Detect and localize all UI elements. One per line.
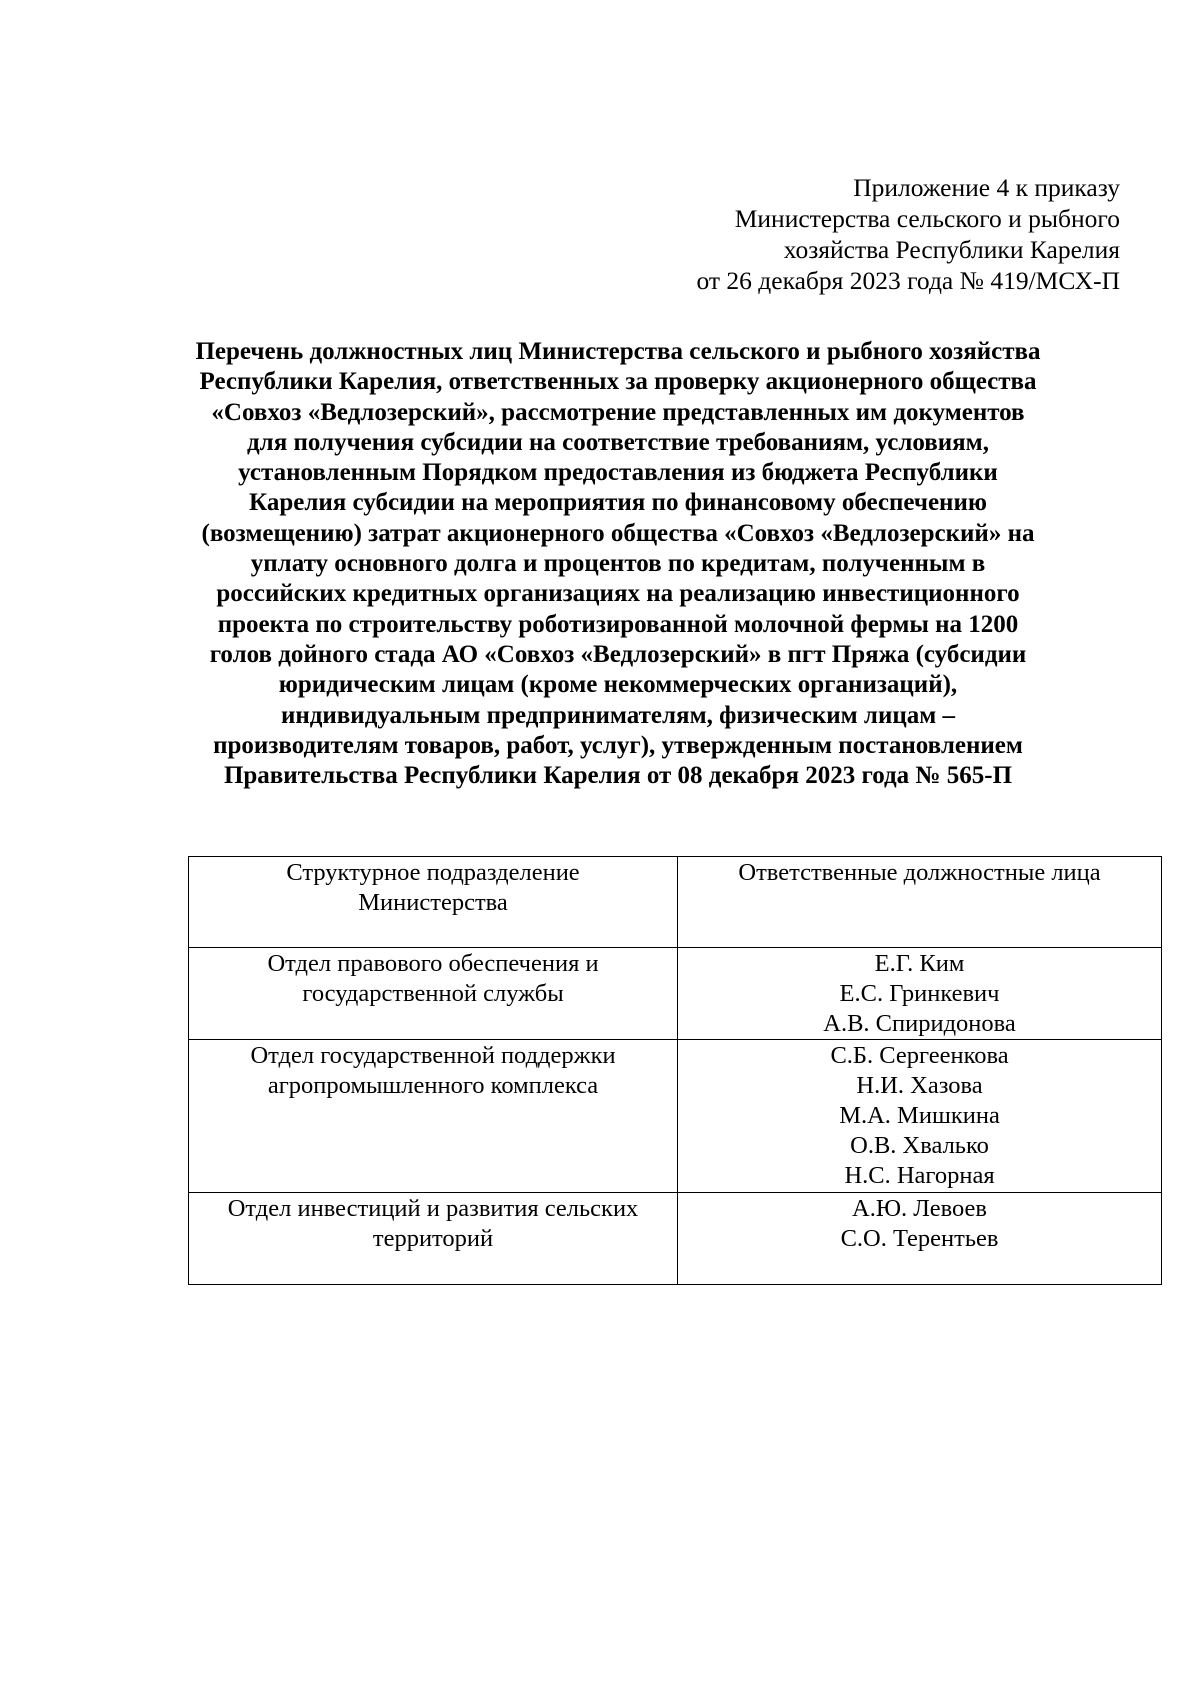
person-name: А.В. Спиридонова xyxy=(823,1010,1016,1037)
persons-cell xyxy=(678,948,1162,1040)
title-line: Республики Карелия, ответственных за проверку акционерного общества xyxy=(199,368,1037,396)
person-name: Е.Г. Ким xyxy=(874,950,965,977)
table-row xyxy=(189,1193,1162,1285)
appendix-line: от 26 декабря 2023 года № 419/МСХ-П xyxy=(696,266,1120,295)
person-name: С.О. Терентьев xyxy=(840,1225,999,1252)
header-persons-line: Ответственные должностные лица xyxy=(738,859,1101,886)
unit-line: Отдел государственной поддержки xyxy=(250,1042,616,1069)
person-name: С.Б. Сергеенкова xyxy=(830,1042,1009,1069)
unit-cell xyxy=(189,1040,678,1193)
person-name: Н.С. Нагорная xyxy=(844,1162,995,1189)
table-header-row xyxy=(189,857,1162,948)
title-line: установленным Порядком предоставления из бюджета Республики xyxy=(238,459,998,487)
title-line: голов дойного стада АО «Совхоз «Ведлозерский» в пгт Пряжа (субсидии xyxy=(209,640,1027,668)
appendix-line: Министерства сельского и рыбного xyxy=(734,204,1120,233)
person-name: Н.И. Хазова xyxy=(856,1072,983,1099)
header-unit-line: Структурное подразделение xyxy=(286,859,580,886)
unit-line: Отдел правового обеспечения и xyxy=(267,950,599,977)
title-line: Правительства Республики Карелия от 08 декабря 2023 года № 565-П xyxy=(223,762,1013,790)
unit-line: Отдел инвестиций и развития сельских xyxy=(227,1195,639,1222)
persons-cell xyxy=(678,1193,1162,1285)
title-line: проекта по строительству роботизированной молочной фермы на 1200 xyxy=(217,610,1019,638)
title-line: «Совхоз «Ведлозерский», рассмотрение представленных им документов xyxy=(211,398,1025,426)
header-cell-unit xyxy=(189,857,678,948)
appendix-line: Приложение 4 к приказу xyxy=(853,173,1120,202)
title-line: Перечень должностных лиц Министерства сельского и рыбного хозяйства xyxy=(195,338,1041,365)
header-cell-persons xyxy=(678,857,1162,948)
header-unit-line: Министерства xyxy=(358,889,508,916)
unit-line: государственной службы xyxy=(302,980,564,1007)
title-line: для получения субсидии на соответствие требованиям, условиям, xyxy=(247,428,989,456)
unit-cell xyxy=(189,1193,678,1285)
unit-line: территорий xyxy=(372,1225,494,1252)
document-title xyxy=(138,337,1098,791)
person-name: О.В. Хвалько xyxy=(850,1132,989,1159)
unit-line: агропромышленного комплекса xyxy=(267,1072,599,1099)
unit-cell xyxy=(189,948,678,1040)
title-line: производителям товаров, работ, услуг), утвержденным постановлением xyxy=(213,731,1023,759)
title-line: (возмещению) затрат акционерного общества «Совхоз «Ведлозерский» на xyxy=(201,519,1035,547)
person-name: М.А. Мишкина xyxy=(839,1102,1000,1129)
title-line: юридическим лицам (кроме некоммерческих организаций), xyxy=(278,671,958,699)
persons-cell xyxy=(678,1040,1162,1193)
responsible-officials-table xyxy=(188,856,1162,1285)
table-row xyxy=(189,1040,1162,1193)
title-line: уплату основного долга и процентов по кредитам, полученным в xyxy=(250,550,986,578)
appendix-line: хозяйства Республики Карелия xyxy=(783,235,1120,264)
person-name: А.Ю. Левоев xyxy=(852,1195,987,1222)
title-line: Карелия субсидии на мероприятия по финансовому обеспечению xyxy=(249,489,987,517)
title-line: индивидуальным предпринимателям, физическим лицам – xyxy=(280,701,956,729)
table-row xyxy=(189,948,1162,1040)
appendix-reference xyxy=(420,172,1120,296)
person-name: Е.С. Гринкевич xyxy=(839,980,1000,1007)
title-line: российских кредитных организациях на реализацию инвестиционного xyxy=(216,580,1020,608)
